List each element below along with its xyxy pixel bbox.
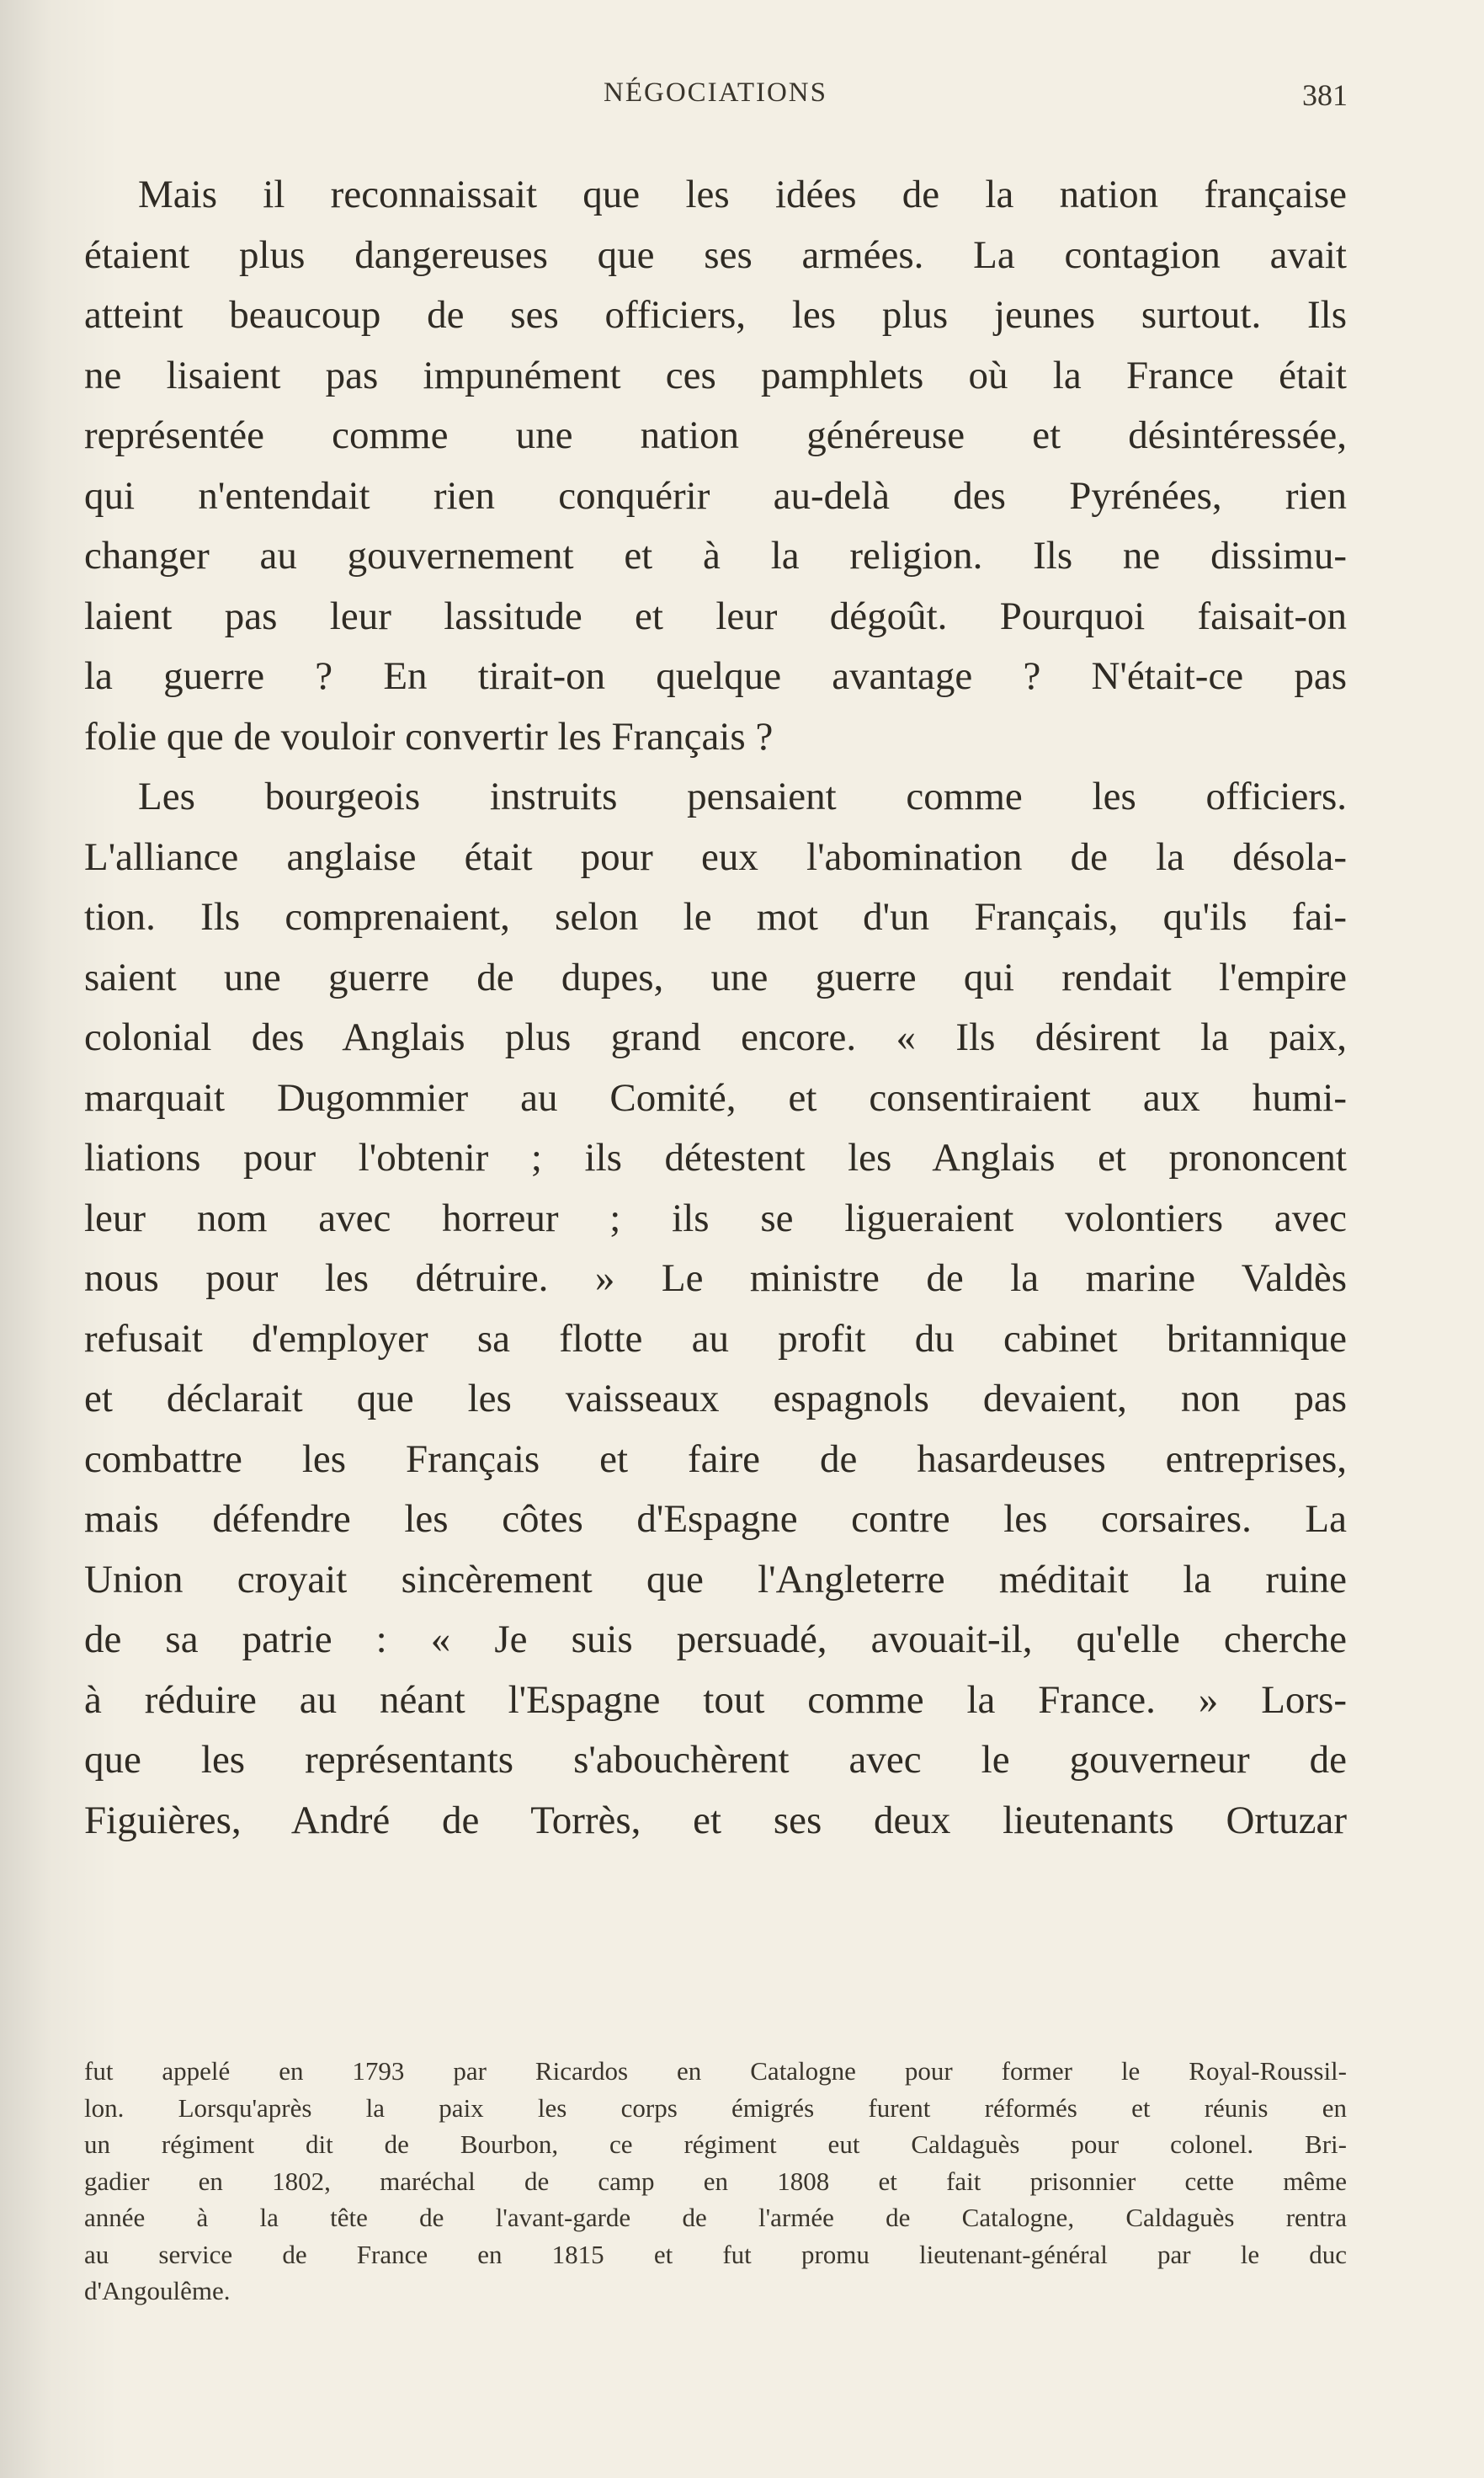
text-line: Figuières, André de Torrès, et ses deux lieutenants Ortuzar xyxy=(84,1798,1347,1842)
text-line: laient pas leur lassitude et leur dégoût. Pourquoi faisait-on xyxy=(84,594,1347,638)
footnote xyxy=(84,2053,1347,2310)
footnote-line: un régiment dit de Bourbon, ce régiment eut Caldaguès pour colonel. Bri- xyxy=(84,2129,1347,2159)
text-line: Les bourgeois instruits pensaient comme les officiers. xyxy=(138,775,1347,818)
text-line: que les représentants s'abouchèrent avec le gouverneur de xyxy=(84,1738,1347,1782)
text-line: nous pour les détruire. » Le ministre de la marine Valdès xyxy=(84,1256,1347,1300)
text-line: représentée comme une nation généreuse et désintéressée, xyxy=(84,413,1347,457)
text-line: Mais il reconnaissait que les idées de la nation française xyxy=(138,173,1347,216)
text-line: tion. Ils comprenaient, selon le mot d'un Français, qu'ils fai- xyxy=(84,895,1347,939)
footnote-line: lon. Lorsqu'après la paix les corps émigrés furent réformés et réunis en xyxy=(84,2092,1347,2123)
text-line: folie que de vouloir convertir les Français ? xyxy=(84,714,774,759)
running-head xyxy=(84,77,1347,120)
footnote-line: au service de France en 1815 et fut promu lieutenant-général par le duc xyxy=(84,2239,1347,2269)
text-line: liations pour l'obtenir ; ils détestent les Anglais et prononcent xyxy=(84,1136,1347,1180)
text-line: Union croyait sincèrement que l'Angleterre méditait la ruine xyxy=(84,1557,1347,1601)
text-line: mais défendre les côtes d'Espagne contre les corsaires. La xyxy=(84,1497,1347,1541)
footnote-line: fut appelé en 1793 par Ricardos en Catalogne pour former le Royal-Roussil- xyxy=(84,2056,1347,2086)
text-line: saient une guerre de dupes, une guerre qui rendait l'empire xyxy=(84,955,1347,999)
text-line: refusait d'employer sa flotte au profit du cabinet britannique xyxy=(84,1316,1347,1361)
text-line: et déclarait que les vaisseaux espagnols devaient, non pas xyxy=(84,1377,1347,1420)
text-line: à réduire au néant l'Espagne tout comme la France. » Lors- xyxy=(84,1677,1347,1722)
text-line: L'alliance anglaise était pour eux l'abomination de la désola- xyxy=(84,834,1347,879)
text-line: étaient plus dangereuses que ses armées. La contagion avait xyxy=(84,232,1347,277)
text-line: combattre les Français et faire de hasardeuses entreprises, xyxy=(84,1436,1347,1481)
text-line: de sa patrie : « Je suis persuadé, avouait-il, qu'elle cherche xyxy=(84,1617,1347,1661)
text-line: changer au gouvernement et à la religion. Ils ne dissimu- xyxy=(84,534,1347,578)
text-line: atteint beaucoup de ses officiers, les plus jeunes surtout. Ils xyxy=(84,293,1347,337)
text-line: marquait Dugommier au Comité, et consentiraient aux humi- xyxy=(84,1075,1347,1120)
footnote-line: gadier en 1802, maréchal de camp en 1808 et fait prisonnier cette même xyxy=(84,2166,1347,2196)
text-line: ne lisaient pas impunément ces pamphlets où la France était xyxy=(84,353,1347,397)
main-text xyxy=(84,165,1347,1851)
running-title: NÉGOCIATIONS xyxy=(604,77,827,108)
text-line: la guerre ? En tirait-on quelque avantage ? N'était-ce pas xyxy=(84,654,1347,698)
text-line: leur nom avec horreur ; ils se ligueraient volontiers avec xyxy=(84,1196,1347,1240)
text-line: qui n'entendait rien conquérir au-delà des Pyrénées, rien xyxy=(84,473,1347,518)
page-number: 381 xyxy=(1302,78,1348,112)
footnote-line: année à la tête de l'avant-garde de l'armée de Catalogne, Caldaguès rentra xyxy=(84,2203,1347,2232)
footnote-line: d'Angoulême. xyxy=(84,2276,231,2305)
text-line: colonial des Anglais plus grand encore. « Ils désirent la paix, xyxy=(84,1015,1347,1059)
